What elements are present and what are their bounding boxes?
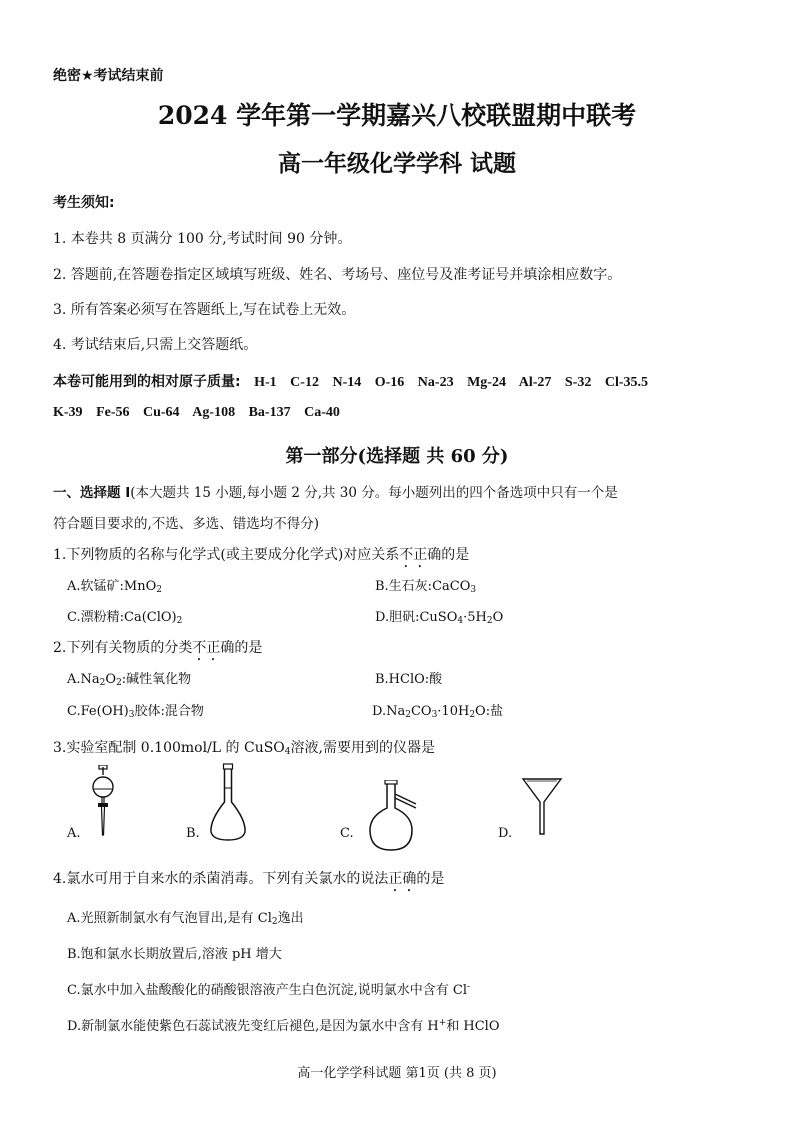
q1-stem-b: 确的是 — [427, 547, 470, 563]
q1-d-formula-3: O — [492, 610, 504, 625]
q2-c-text: 胶体:混合物 — [134, 704, 204, 719]
q2-option-a — [67, 668, 191, 688]
q2-a-text: :碱性氧化物 — [121, 672, 192, 687]
q2-d-sub-3: 2 — [469, 710, 476, 720]
exam-subtitle: 高一年级化学学科 试题 — [277, 150, 516, 177]
q3-option-b-label: B. — [186, 826, 200, 841]
q4-c-text: C.氯水中加入盐酸酸化的硝酸银溶液产生白色沉淀,说明氯水中含有 Cl — [67, 983, 467, 998]
q1-c-label: C.漂粉精: — [67, 610, 124, 625]
atomic-masses-label: 本卷可能用到的相对原子质量: — [53, 374, 241, 390]
mass-item: Mg-24 — [467, 375, 506, 390]
mass-item: Al-27 — [518, 375, 552, 390]
q2-d-text: :盐 — [485, 704, 504, 719]
q1-d-label: D.胆矾: — [375, 610, 420, 625]
q1-c-formula: Ca(ClO) — [124, 610, 177, 625]
q4-c-sup: - — [467, 982, 471, 992]
q1-emphasis: 不正 — [399, 547, 428, 563]
q2-a-formula-2: O — [105, 672, 117, 687]
q4-a-text: A.光照新制氯水有气泡冒出,是有 Cl — [67, 911, 272, 926]
mass-item: Ba-137 — [248, 405, 291, 420]
q4-d-text-2: 和 HClO — [446, 1019, 500, 1034]
q2-d-formula-4: O — [475, 704, 486, 719]
mass-item: S-32 — [564, 375, 592, 390]
mass-item: Cu-64 — [143, 405, 180, 420]
q2-c-sub: 3 — [128, 710, 135, 720]
q3-option-d-label: D. — [498, 826, 513, 841]
mass-item: Fe-56 — [96, 405, 130, 420]
part-label: 一、选择题 I — [53, 485, 131, 501]
exam-title: 2024 学年第一学期嘉兴八校联盟期中联考 — [157, 101, 637, 130]
q4-a-sub: 2 — [271, 917, 278, 927]
q1-option-a — [67, 575, 162, 595]
q1-d-sub-2: 2 — [486, 616, 493, 626]
q3-stem-b: 溶液,需要用到的仪器是 — [290, 740, 435, 756]
q1-d-sub: 4 — [457, 616, 464, 626]
mass-item: N-14 — [332, 375, 362, 390]
q2-d-formula-3: ·10H — [437, 704, 470, 719]
q3-stem-a: 3.实验室配制 0.100mol/L 的 CuSO — [53, 740, 285, 756]
notice-item-2: 2. 答题前,在答题卷指定区域填写班级、姓名、考场号、座位号及准考证号并填涂相应数字。 — [53, 267, 622, 283]
q1-a-sub: 2 — [156, 585, 162, 595]
q2-c-formula: C.Fe(OH) — [67, 704, 129, 719]
q2-a-sub-2: 2 — [116, 678, 122, 688]
distillation-flask-icon — [366, 780, 420, 852]
q1-b-sub: 3 — [470, 585, 477, 595]
volumetric-flask-icon — [206, 762, 250, 842]
mass-item: O-16 — [374, 375, 405, 390]
mass-item: H-1 — [254, 375, 277, 390]
notice-item-1: 1. 本卷共 8 页满分 100 分,考试时间 90 分钟。 — [53, 231, 352, 247]
q2-d-sub: 2 — [405, 710, 411, 720]
q4-option-b: B.饱和氯水长期放置后,溶液 pH 增大 — [67, 947, 282, 962]
q2-d-sub-2: 3 — [431, 710, 438, 720]
atomic-masses-line-2 — [53, 405, 350, 421]
section-heading: 第一部分(选择题 共 60 分) — [285, 446, 509, 467]
mass-item: K-39 — [53, 405, 83, 420]
q1-b-formula: CaCO — [432, 579, 471, 594]
notice-item-3: 3. 所有答案必须写在答题纸上,写在试卷上无效。 — [53, 302, 356, 318]
q3-option-c-label: C. — [340, 826, 354, 841]
mass-item: Ca-40 — [304, 405, 340, 420]
q2-stem-a: 2.下列有关物质的分类 — [53, 640, 193, 656]
q2-option-b: B.HClO:酸 — [375, 672, 443, 687]
q2-d-formula-2: CO — [410, 704, 432, 719]
q2-option-d — [372, 700, 503, 720]
atomic-masses-line-1 — [53, 371, 658, 391]
q4-option-a — [67, 907, 304, 927]
q1-d-formula-2: ·5H — [463, 610, 487, 625]
q1-c-sub: 2 — [176, 616, 183, 626]
confidential-label: 绝密★考试结束前 — [53, 68, 164, 84]
q4-d-sup: + — [438, 1018, 447, 1028]
question-3-stem — [53, 737, 435, 757]
q4-option-d — [67, 1015, 499, 1034]
q1-stem-a: 1.下列物质的名称与化学式(或主要成分化学式)对应关系 — [53, 547, 400, 563]
q2-option-c — [67, 700, 204, 720]
q1-option-b — [375, 575, 476, 595]
q1-d-formula: CuSO — [419, 610, 458, 625]
mass-item: Ag-108 — [192, 405, 236, 420]
mass-item: C-12 — [290, 375, 319, 390]
question-1-stem — [53, 544, 469, 571]
q4-d-text: D.新制氯水能使紫色石蕊试液先变红后褪色,是因为氯水中含有 H — [67, 1019, 439, 1034]
separatory-funnel-icon — [88, 765, 118, 841]
q2-stem-b: 确的是 — [220, 640, 263, 656]
question-2-stem — [53, 637, 262, 664]
funnel-icon — [520, 776, 564, 838]
q2-a-formula: A.Na — [67, 672, 100, 687]
q4-emphasis: 正确 — [388, 871, 417, 887]
q2-a-sub: 2 — [99, 678, 106, 688]
q3-stem-sub: 4 — [284, 747, 291, 757]
q4-stem-a: 4.氯水可用于自来水的杀菌消毒。下列有关氯水的说法 — [53, 871, 389, 887]
part-intro-line-1 — [53, 481, 618, 501]
notice-item-4: 4. 考试结束后,只需上交答题纸。 — [53, 337, 258, 353]
q4-a-text-2: 逸出 — [277, 911, 304, 926]
part-desc: (本大题共 15 小题,每小题 2 分,共 30 分。每小题列出的四个备选项中只有一个是 — [130, 485, 618, 501]
mass-item: Na-23 — [417, 375, 454, 390]
q1-b-label: B.生石灰: — [375, 579, 433, 594]
part-intro-line-2: 符合题目要求的,不选、多选、错选均不得分) — [53, 516, 320, 532]
question-4-stem — [53, 868, 444, 895]
notice-heading: 考生须知: — [53, 195, 115, 211]
q1-a-label: A.软锰矿: — [67, 579, 124, 594]
q1-option-d — [375, 606, 503, 626]
q2-d-formula: D.Na — [372, 704, 406, 719]
q1-option-c — [67, 606, 182, 626]
q1-a-formula: MnO — [123, 579, 157, 594]
page-footer: 高一化学学科试题 第1页 (共 8 页) — [297, 1066, 497, 1081]
mass-item: Cl-35.5 — [604, 375, 648, 390]
q3-option-a-label: A. — [67, 826, 81, 841]
q2-emphasis: 不正 — [192, 640, 221, 656]
q4-stem-b: 的是 — [416, 871, 445, 887]
q4-option-c — [67, 979, 470, 998]
